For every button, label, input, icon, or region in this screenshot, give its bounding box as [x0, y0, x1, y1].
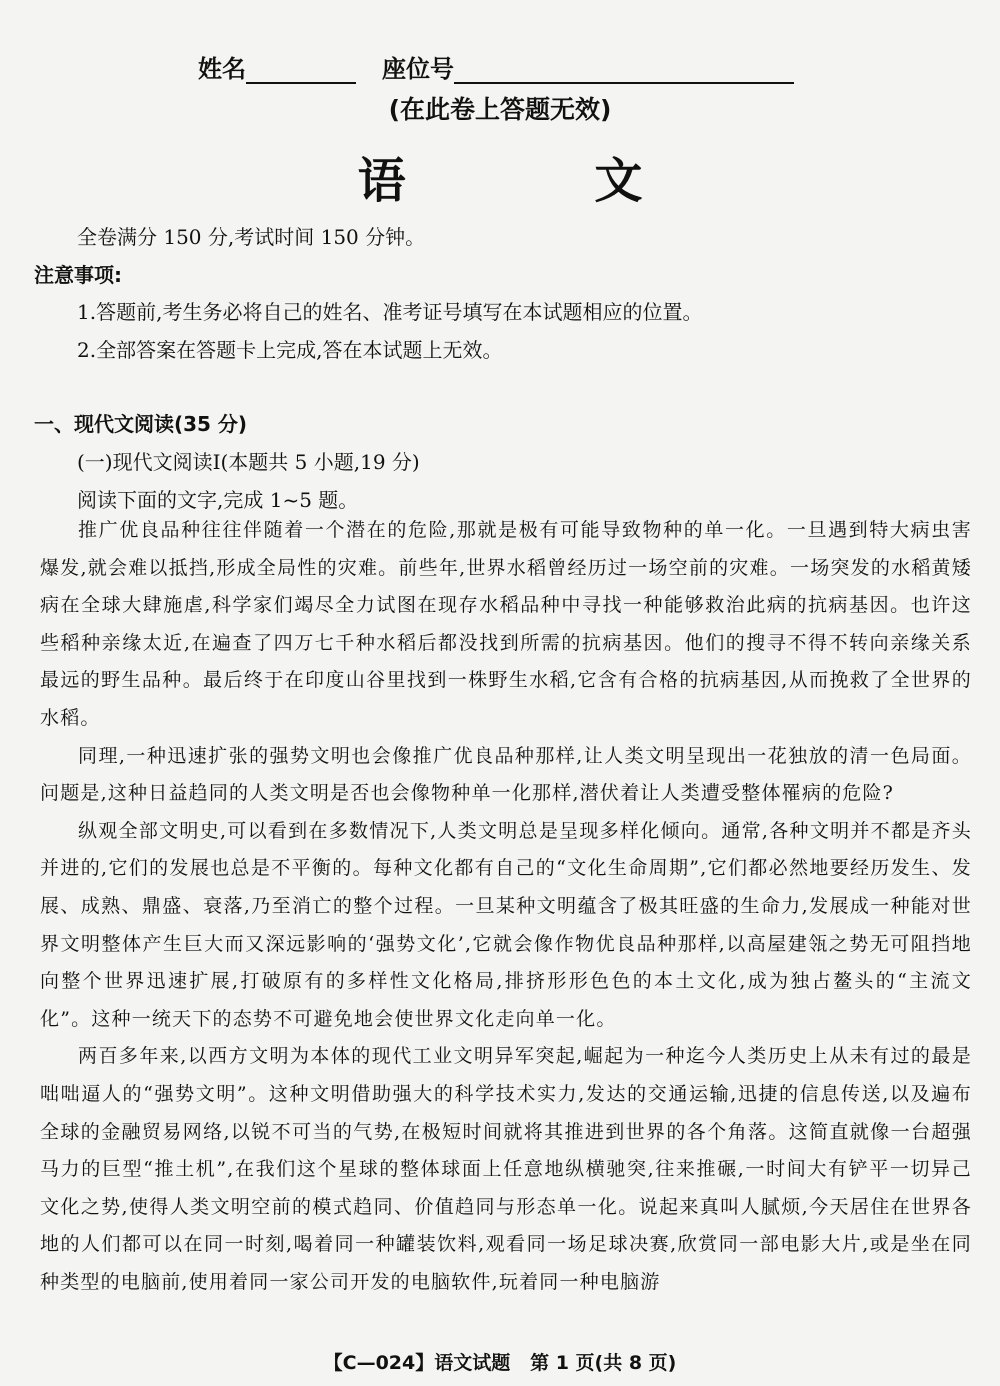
exam-title: 语 文: [357, 153, 729, 209]
passage-paragraph: 纵观全部文明史,可以看到在多数情况下,人类文明总是呈现多样化倾向。通常,各种文明并不都是齐头并进的,它们的发展也总是不平衡的。每种文化都有自己的“文化生命周期”,它们都必然地要经历发生、发展、成熟、鼎盛、衰落,乃至消亡的整个过程。一旦某种文明蕴含了极其旺盛的生命力,发展成一种能对世界文明整体产生巨大而又深远影响的‘强势文化’,它就会像作物优良品种那样,以高屋建瓴之势无可阻挡地向整个世界迅速扩展,打破原有的多样性文化格局,排挤形形色色的本土文化,成为独占鳌头的“主流文化”。这种一统天下的态势不可避免地会使世界文化走向单一化。: [40, 819, 972, 1030]
score-time-info: 全卷满分 150 分,考试时间 150 分钟。: [77, 225, 426, 249]
reading-passage: [40, 512, 972, 1301]
note-item: 2.全部答案在答题卡上完成,答在本试题上无效。: [77, 338, 503, 362]
reading-instruction: 阅读下面的文字,完成 1~5 题。: [77, 488, 359, 512]
passage-paragraph: 推广优良品种往往伴随着一个潜在的危险,那就是极有可能导致物种的单一化。一旦遇到特大病虫害爆发,就会难以抵挡,形成全局性的灾难。前些年,世界水稻曾经历过一场空前的灾难。一场突发的水稻黄矮病在全球大肆施虐,科学家们竭尽全力试图在现存水稻品种中寻找一种能够救治此病的抗病基因。也许这些稻种亲缘太近,在遍查了四万七千种水稻后都没找到所需的抗病基因。他们的搜寻不得不转向亲缘关系最远的野生品种。最后终于在印度山谷里找到一株野生水稻,它含有合格的抗病基因,从而挽救了全世界的水稻。: [40, 519, 972, 729]
passage-paragraph: 同理,一种迅速扩张的强势文明也会像推广优良品种那样,让人类文明呈现出一花独放的清一色局面。问题是,这种日益趋同的人类文明是否也会像物种单一化那样,潜伏着让人类遭受整体罹病的危险?: [40, 744, 972, 805]
note-item: 1.答题前,考生务必将自己的姓名、准考证号填写在本试题相应的位置。: [77, 300, 703, 324]
name-label: 姓名: [198, 55, 246, 83]
section-subheading: (一)现代文阅读Ⅰ(本题共 5 小题,19 分): [77, 450, 420, 474]
page-footer: 【C—024】语文试题 第 1 页(共 8 页): [323, 1352, 677, 1374]
passage-paragraph: 两百多年来,以西方文明为本体的现代工业文明异军突起,崛起为一种迄今人类历史上从未有过的最是咄咄逼人的“强势文明”。这种文明借助强大的科学技术实力,发达的交通运输,迅捷的信息传送,以及遍布全球的金融贸易网络,以锐不可当的气势,在极短时间就将其推进到世界的各个角落。这简直就像一台超强马力的巨型“推土机”,在我们这个星球的整体球面上任意地纵横驰突,往来推碾,一时间大有铲平一切异己文化之势,使得人类文明空前的模式趋同、价值趋同与形态单一化。说起来真叫人腻烦,今天居住在世界各地的人们都可以在同一时刻,喝着同一种罐装饮料,观看同一场足球决赛,欣赏同一部电影大片,或是坐在同种类型的电脑前,使用着同一家公司开发的电脑软件,玩着同一种电脑游: [40, 1045, 972, 1293]
candidate-info-row: [198, 44, 818, 84]
invalid-answer-notice: (在此卷上答题无效): [388, 95, 612, 124]
seat-blank: [454, 52, 794, 84]
section-heading: 一、现代文阅读(35 分): [34, 412, 248, 436]
seat-label: 座位号: [382, 55, 454, 83]
notes-heading: 注意事项:: [34, 263, 122, 287]
name-blank: [246, 52, 356, 84]
